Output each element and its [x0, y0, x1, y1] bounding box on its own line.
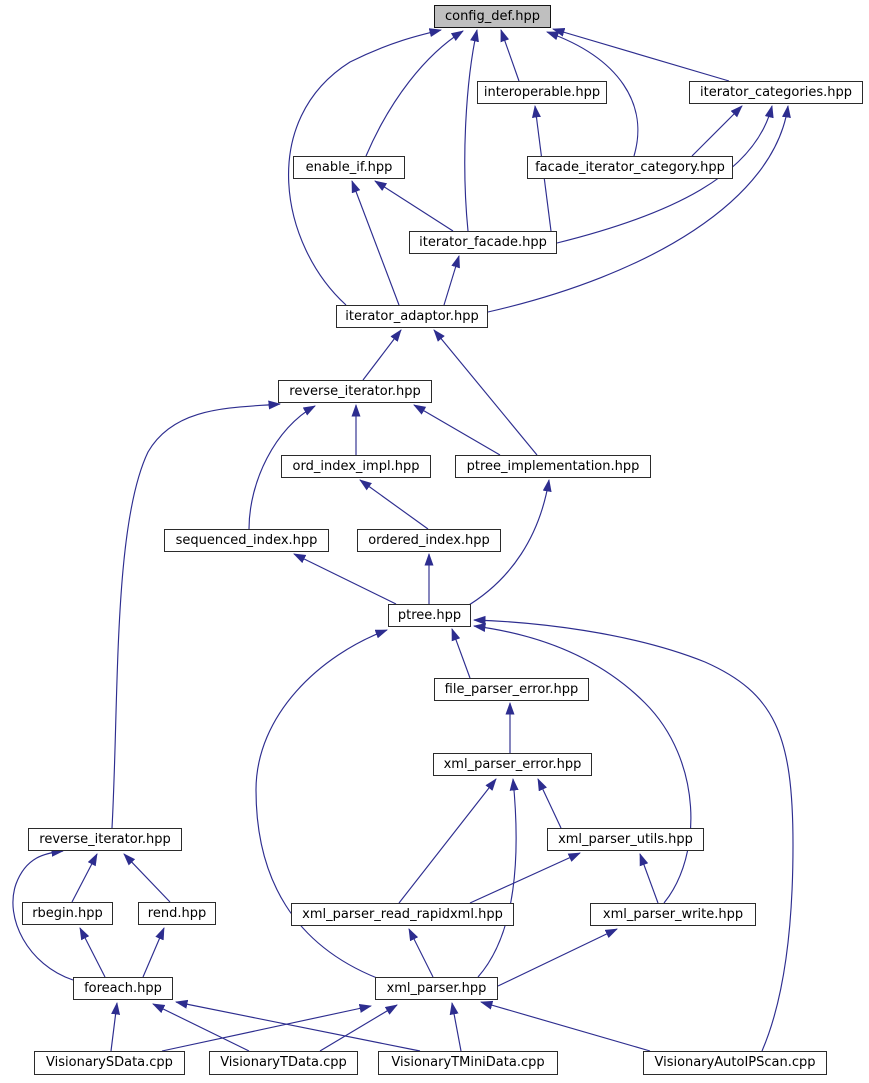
edge-iterator_categories-to-config_def	[553, 29, 729, 81]
graph-node-xml_parser[interactable]: xml_parser.hpp	[375, 977, 498, 1000]
edge-iterator_adaptor-to-iterator_facade	[444, 256, 459, 305]
graph-node-ordered_index[interactable]: ordered_index.hpp	[357, 529, 501, 552]
edge-VisionarySData-to-xml_parser	[162, 1006, 371, 1051]
edge-ptree-to-sequenced_index	[294, 554, 396, 604]
graph-node-xml_parser_error[interactable]: xml_parser_error.hpp	[433, 753, 592, 776]
edge-facade_iterator_category-to-iterator_categories	[692, 106, 742, 156]
edge-VisionaryTData-to-foreach	[153, 1004, 249, 1051]
graph-node-foreach[interactable]: foreach.hpp	[73, 977, 173, 1000]
edge-VisionaryAutoIPScan-to-xml_parser	[481, 1002, 650, 1051]
edge-rbegin-to-reverse_iterator_bottom	[72, 854, 97, 902]
graph-node-iterator_categories[interactable]: iterator_categories.hpp	[689, 81, 863, 104]
edge-foreach-to-rend	[143, 928, 164, 977]
graph-node-file_parser_error[interactable]: file_parser_error.hpp	[434, 678, 589, 701]
edge-foreach-to-rbegin	[80, 928, 105, 977]
graph-node-facade_iterator_category[interactable]: facade_iterator_category.hpp	[527, 156, 733, 179]
edge-xml_parser-to-xml_parser_write	[498, 929, 617, 986]
edge-rend-to-reverse_iterator_bottom	[124, 854, 170, 902]
graph-node-VisionaryTData[interactable]: VisionaryTData.cpp	[209, 1051, 358, 1075]
edge-VisionaryTMiniData-to-foreach	[176, 1002, 420, 1051]
graph-node-sequenced_index[interactable]: sequenced_index.hpp	[164, 529, 329, 552]
edge-reverse_iterator_bottom-to-reverse_iterator_top	[112, 404, 280, 828]
graph-node-VisionarySData[interactable]: VisionarySData.cpp	[34, 1051, 185, 1075]
graph-node-reverse_iterator_bottom[interactable]: reverse_iterator.hpp	[28, 828, 182, 851]
graph-node-iterator_adaptor[interactable]: iterator_adaptor.hpp	[336, 305, 488, 328]
edge-ordered_index-to-ord_index_impl	[360, 480, 428, 529]
edge-xml_parser_read_rapidxml-to-xml_parser_utils	[470, 853, 580, 903]
graph-node-ptree[interactable]: ptree.hpp	[388, 604, 471, 627]
edge-VisionarySData-to-foreach	[111, 1003, 117, 1051]
edge-ptree_implementation-to-iterator_adaptor	[434, 330, 537, 455]
graph-node-xml_parser_read_rapidxml[interactable]: xml_parser_read_rapidxml.hpp	[291, 903, 514, 926]
edge-reverse_iterator_top-to-iterator_adaptor	[363, 330, 401, 380]
edge-xml_parser-to-xml_parser_read_rapidxml	[409, 929, 433, 977]
edge-enable_if-to-config_def	[366, 31, 463, 156]
graph-node-xml_parser_utils[interactable]: xml_parser_utils.hpp	[547, 828, 704, 851]
graph-node-ord_index_impl[interactable]: ord_index_impl.hpp	[281, 455, 431, 478]
graph-node-interoperable[interactable]: interoperable.hpp	[477, 81, 607, 104]
edge-xml_parser_utils-to-xml_parser_error	[538, 779, 561, 828]
edge-iterator_facade-to-enable_if	[375, 181, 453, 231]
graph-node-rbegin[interactable]: rbegin.hpp	[22, 902, 113, 925]
graph-node-iterator_facade[interactable]: iterator_facade.hpp	[409, 231, 557, 254]
graph-node-xml_parser_write[interactable]: xml_parser_write.hpp	[590, 903, 756, 926]
edge-iterator_adaptor-to-enable_if	[352, 181, 399, 305]
edge-xml_parser_write-to-xml_parser_utils	[640, 854, 658, 903]
edge-xml_parser_read_rapidxml-to-xml_parser_error	[399, 779, 496, 903]
edge-interoperable-to-config_def	[501, 30, 519, 81]
graph-node-VisionaryAutoIPScan[interactable]: VisionaryAutoIPScan.cpp	[643, 1051, 827, 1075]
graph-node-rend[interactable]: rend.hpp	[138, 902, 216, 925]
graph-node-reverse_iterator_top[interactable]: reverse_iterator.hpp	[278, 380, 432, 403]
edge-VisionaryTMiniData-to-xml_parser	[452, 1003, 461, 1051]
edge-xml_parser-to-xml_parser_error	[478, 779, 516, 977]
edge-iterator_facade-to-config_def	[465, 30, 477, 231]
edge-ptree_implementation-to-reverse_iterator_top	[414, 405, 500, 455]
graph-node-config_def[interactable]: config_def.hpp	[434, 5, 551, 28]
graph-node-VisionaryTMiniData[interactable]: VisionaryTMiniData.cpp	[378, 1051, 558, 1075]
graph-node-ptree_implementation[interactable]: ptree_implementation.hpp	[455, 455, 651, 478]
edge-file_parser_error-to-ptree	[452, 629, 470, 678]
graph-node-enable_if[interactable]: enable_if.hpp	[293, 156, 405, 179]
